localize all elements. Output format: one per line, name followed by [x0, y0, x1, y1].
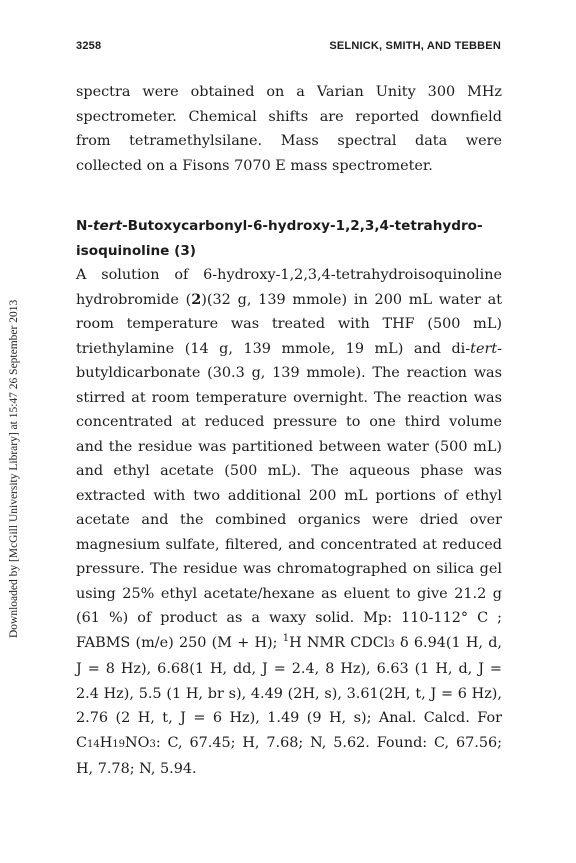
formula-h-count: 19 [112, 738, 126, 750]
nmr-superscript: 1 [282, 632, 290, 644]
nmr-subscript: 3 [388, 638, 395, 650]
page-number: 3258 [76, 40, 102, 52]
compound-ref: 2 [191, 290, 202, 308]
procedure-paragraph [76, 263, 502, 782]
procedure-text-4: δ 6.94(1 H, d, J = 8 Hz), 6.68(1 H, dd, J = 2.4, 8 Hz), 6.63 (1 H, d, J = 2.4 Hz), 5.5 (1 H, br s), 4.49 (2H, s), 3.61(2H, t, J = 6 Hz), 2.76 (2 H, t, J = 6 Hz), 1.49 (9 H, s); Anal. Calcd. For C [76, 634, 503, 751]
article-body [76, 80, 502, 782]
procedure-text-1: A solution of 6-hydroxy-1,2,3,4-tetrahydroisoquinoline hydrobromide ( [76, 267, 502, 308]
heading-prefix: N- [76, 218, 94, 234]
procedure-italic: tert [470, 340, 498, 357]
procedure-text-3: -butyldicarbonate (30.3 g, 139 mmole). The reaction was stirred at room temperature overnight. The reaction was concentrated at reduced pressure to one third volume and the residue was partitioned between water (500 mL) and ethyl acetate (500 mL). The aqueous phase was extracted with two additional 200 mL portions of ethyl acetate and the combined organics were dried over magnesium sulfate, filtered, and concentrated at reduced pressure. The residue was chromatographed on silica gel using 25% ethyl acetate/hexane as eluent to give 21.2 g (61 %) of product as a waxy solid. Mp: 110-112° C ; FABMS (m/e) 250 (M + H); [76, 340, 502, 651]
formula-c-count: 14 [87, 738, 100, 750]
formula-no: NO [125, 734, 150, 751]
section-heading [76, 214, 502, 263]
intro-paragraph: spectra were obtained on a Varian Unity 300 MHz spectrometer. Chemical shifts are reported downfield from tetramethylsilane. Mass spectral data were collected on a Fisons 7070 E mass spectrometer. [76, 84, 502, 174]
nmr-label: H NMR CDCl [289, 634, 389, 651]
heading-rest: -Butoxycarbonyl-6-hydroxy-1,2,3,4-tetrahydro-isoquinoline (3) [76, 218, 483, 259]
heading-italic: tert [93, 218, 122, 234]
running-title: SELNICK, SMITH, AND TEBBEN [329, 40, 501, 52]
formula-h: H [99, 734, 113, 751]
procedure-text-2: )(32 g, 139 mmole) in 200 mL water at room temperature was treated with THF (500 mL) triethylamine (14 g, 139 mmole, 19 mL) and di- [76, 291, 502, 357]
procedure-text-5: : C, 67.45; H, 7.68; N, 5.62. Found: C, 67.56; H, 7.78; N, 5.94. [76, 734, 502, 777]
download-watermark: Downloaded by [McGill University Library] at 15:47 26 September 2013 [8, 299, 20, 638]
running-header [76, 40, 501, 60]
formula-o-count: 3 [149, 738, 156, 750]
